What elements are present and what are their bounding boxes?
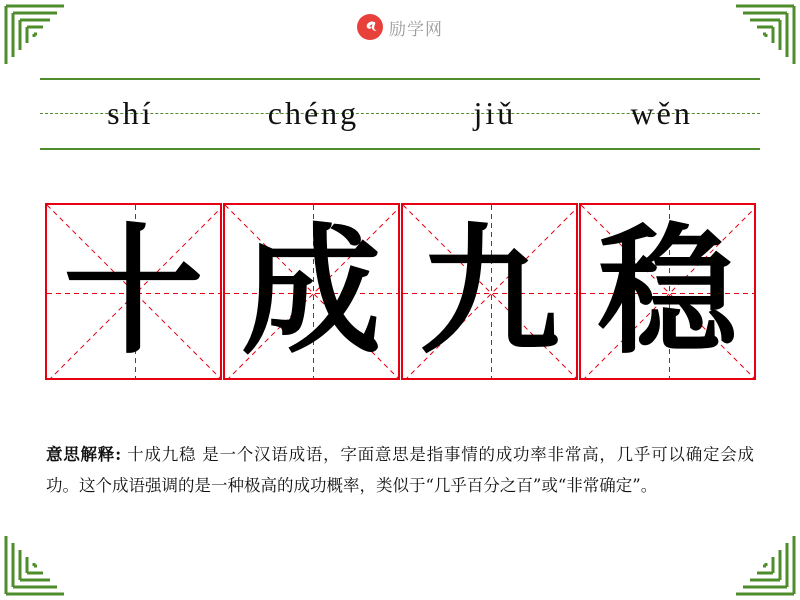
character-cell[interactable] bbox=[223, 203, 400, 380]
staff-line-bottom bbox=[40, 148, 760, 150]
pinyin-syllable: shí bbox=[107, 94, 154, 131]
character-glyph: 十 bbox=[63, 209, 204, 374]
site-logo[interactable] bbox=[357, 14, 443, 40]
pinyin-syllable: jiǔ bbox=[473, 94, 517, 131]
corner-ornament-bottom-left bbox=[4, 534, 66, 596]
character-cell[interactable] bbox=[579, 203, 756, 380]
character-cell[interactable] bbox=[401, 203, 578, 380]
pinyin-staff bbox=[40, 78, 760, 150]
corner-ornament-top-right bbox=[734, 4, 796, 66]
character-glyph: 成 bbox=[241, 209, 382, 374]
flame-logo-icon bbox=[357, 14, 383, 40]
corner-ornament-top-left bbox=[4, 4, 66, 66]
explanation-label: 意思解释: bbox=[46, 445, 122, 464]
pinyin-syllable: wěn bbox=[630, 94, 693, 131]
character-glyph: 稳 bbox=[597, 209, 738, 374]
explanation-block bbox=[46, 440, 754, 501]
character-grid bbox=[45, 203, 756, 380]
corner-ornament-bottom-right bbox=[734, 534, 796, 596]
site-name: 励学网 bbox=[389, 19, 443, 39]
character-cell[interactable] bbox=[45, 203, 222, 380]
explanation-text: 十成九稳 是一个汉语成语，字面意思是指事情的成功率非常高，几乎可以确定会成功。这个成语强调的是一种极高的成功概率，类似于“几乎百分之百”或“非常确定”。 bbox=[46, 445, 754, 495]
pinyin-syllable: chéng bbox=[267, 94, 360, 131]
character-glyph: 九 bbox=[419, 209, 560, 374]
